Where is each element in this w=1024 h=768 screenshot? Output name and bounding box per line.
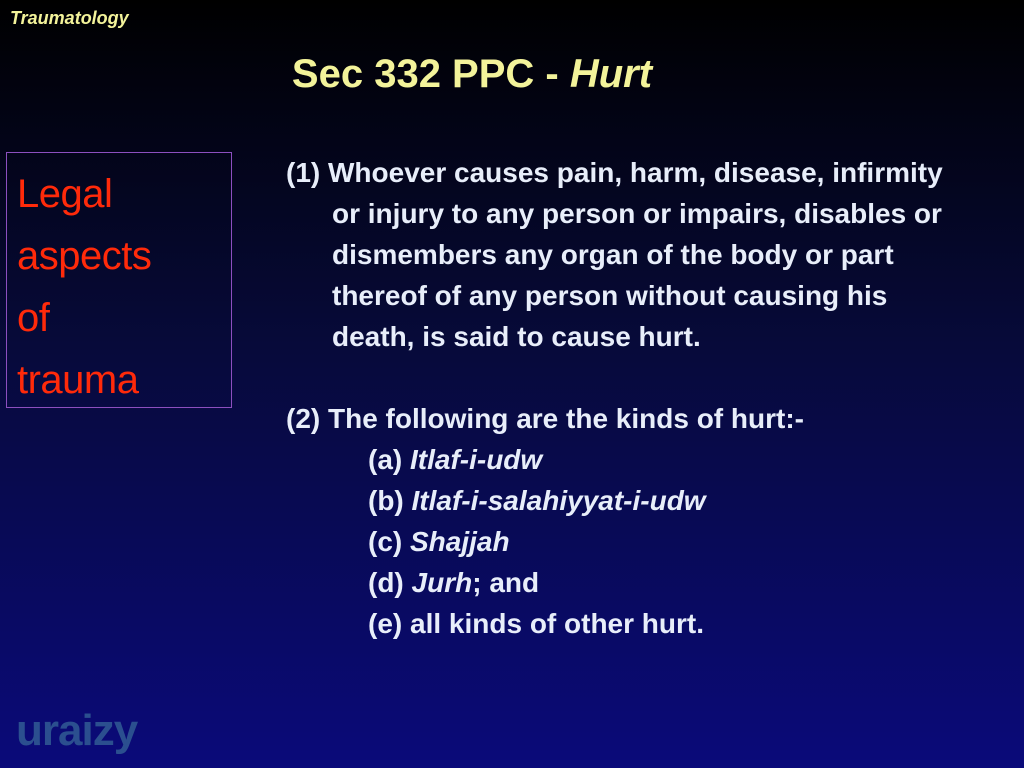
title-prefix: Sec 332 PPC - xyxy=(291,52,570,96)
item-marker: (e) all kinds of other hurt. xyxy=(368,608,705,639)
sidebar-line: of xyxy=(17,296,50,340)
sidebar-line: Legal xyxy=(17,172,113,216)
item-marker: (d) xyxy=(368,567,412,598)
item-term: Jurh xyxy=(411,567,473,598)
sidebar-box xyxy=(6,152,232,408)
header-tag: Traumatology xyxy=(10,8,129,28)
sidebar-line: trauma xyxy=(17,358,139,402)
hurt-kind-item xyxy=(286,603,986,644)
slide-title xyxy=(0,52,944,97)
item-marker: (c) xyxy=(368,526,410,557)
body-content xyxy=(286,152,986,644)
paragraph-one: (1) Whoever causes pain, harm, disease, infirmity or injury to any person or impairs, disables or dismembers any organ of the body or part thereof of any person without causing his death, is said to cause hurt. xyxy=(286,157,943,352)
hurt-kind-item xyxy=(286,439,986,480)
item-suffix: ; and xyxy=(472,567,540,598)
paragraph-two-heading: (2) The following are the kinds of hurt:- xyxy=(286,403,804,434)
sidebar-line: aspects xyxy=(17,234,152,278)
item-marker: (b) xyxy=(368,485,412,516)
hurt-kind-item xyxy=(286,562,986,603)
item-term: Itlaf-i-salahiyyat-i-udw xyxy=(411,485,706,516)
item-marker: (a) xyxy=(368,444,410,475)
watermark-logo: uraizy xyxy=(16,706,138,755)
hurt-kind-item xyxy=(286,521,986,562)
item-term: Shajjah xyxy=(410,526,510,557)
item-term: Itlaf-i-udw xyxy=(410,444,543,475)
hurt-kind-item xyxy=(286,480,986,521)
title-italic: Hurt xyxy=(569,52,653,96)
